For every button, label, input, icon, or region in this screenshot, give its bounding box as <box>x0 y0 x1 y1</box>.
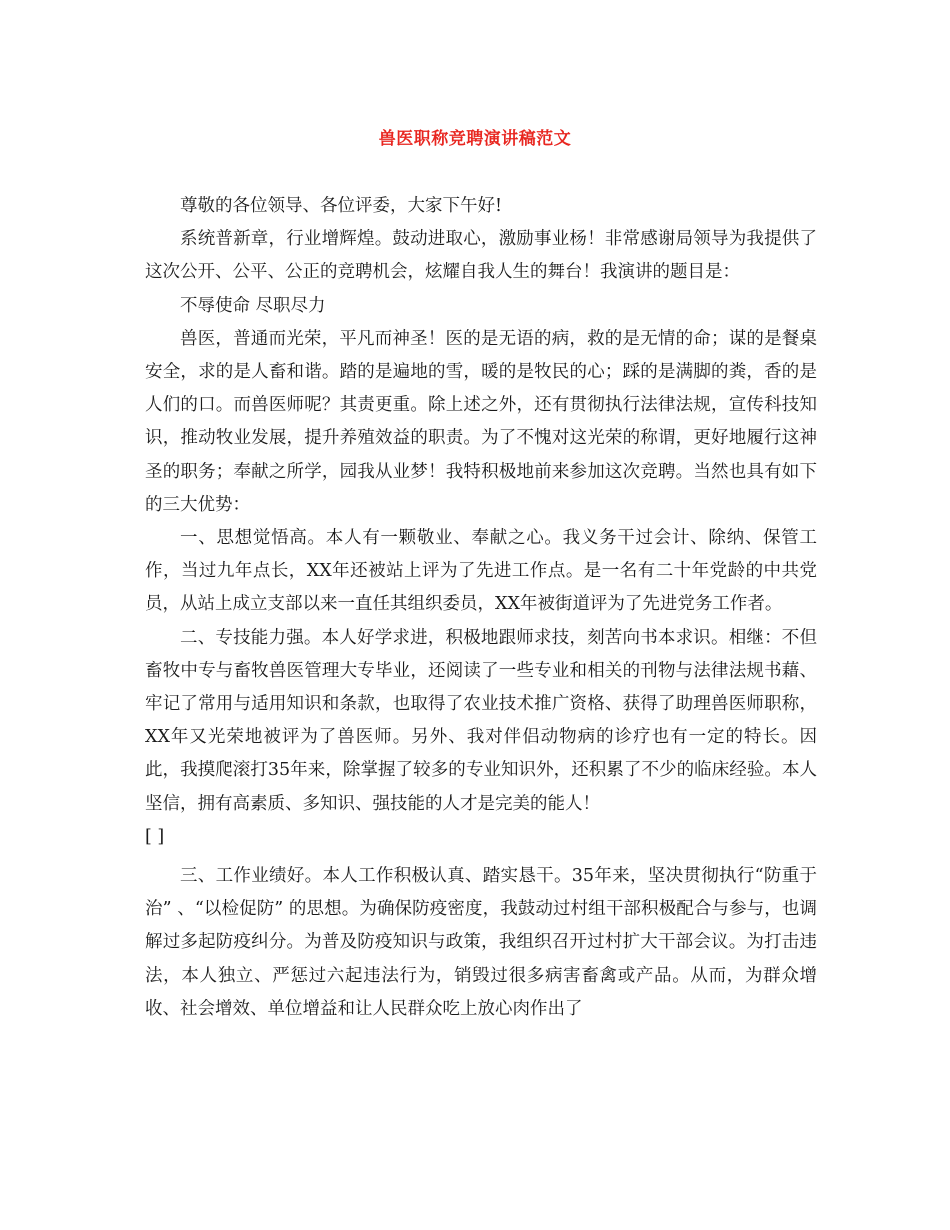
paragraph-advantage-1: 一、思想觉悟高。本人有一颗敬业、奉献之心。我义务干过会计、除纳、保管工作，当过九年点长，XX年还被站上评为了先进工作点。是一名有二十年党龄的中共党员，从站上成立支部以来一直任其组织委员，XX年被街道评为了先进党务工作者。 <box>145 528 817 615</box>
document-body <box>145 190 817 1026</box>
paragraph-vet-duty: 兽医，普通而光荣，平凡而神圣！医的是无语的病，救的是无情的命；谋的是餐桌安全，求的是人畜和谐。踏的是遍地的雪，暖的是牧民的心；踩的是满脚的粪，香的是人们的口。而兽医师呢？其责更重。除上述之外，还有贯彻执行法律法规，宣传科技知识，推动牧业发展，提升养殖效益的职责。为了不愧对这光荣的称谓，更好地履行这神圣的职务；奉献之所学，园我从业梦！我特积极地前来参加这次竞聘。当然也具有如下的三大优势： <box>145 328 817 515</box>
paragraph-bracket-placeholder: [ ] <box>145 826 165 847</box>
paragraph-intro: 系统普新章，行业增辉煌。鼓动进取心，激励事业杨！非常感谢局领导为我提供了这次公开、公平、公正的竞聘机会，炫耀自我人生的舞台！我演讲的题目是： <box>145 229 817 283</box>
paragraph-speech-topic: 不辱使命 尽职尽力 <box>180 295 326 316</box>
paragraph-advantage-3: 三、工作业绩好。本人工作积极认真、踏实恳干。35年来，坚决贯彻执行“防重于治” 、“以检促防” 的思想。为确保防疫密度，我鼓动过村组干部积极配合与参与，也调解过多起防疫纠分。为普及防疫知识与政策，我组织召开过村扩大干部会议。为打击违法，本人独立、严惩过六起违法行为，销毁过很多病害畜禽或产品。从而，为群众增收、社会增效、单位增益和让人民群众吃上放心肉作出了 <box>145 866 817 1019</box>
document-title: 兽医职称竞聘演讲稿范文 <box>378 129 572 149</box>
paragraph-greeting: 尊敬的各位领导、各位评委，大家下午好! <box>180 196 503 216</box>
paragraph-advantage-2: 二、专技能力强。本人好学求进，积极地跟师求技，刻苦向书本求识。相继：不但畜牧中专与畜牧兽医管理大专毕业，还阅读了一些专业和相关的刊物与法律法规书藉、牢记了常用与适用知识和条款，也取得了农业技术推广资格、获得了助理兽医师职称，XX年又光荣地被评为了兽医师。另外、我对伴侣动物病的诊疗也有一定的特长。因此，我摸爬滚打35年来，除掌握了较多的专业知识外，还积累了不少的临床经验。本人坚信，拥有高素质、多知识、强技能的人才是完美的能人！ <box>145 627 817 814</box>
